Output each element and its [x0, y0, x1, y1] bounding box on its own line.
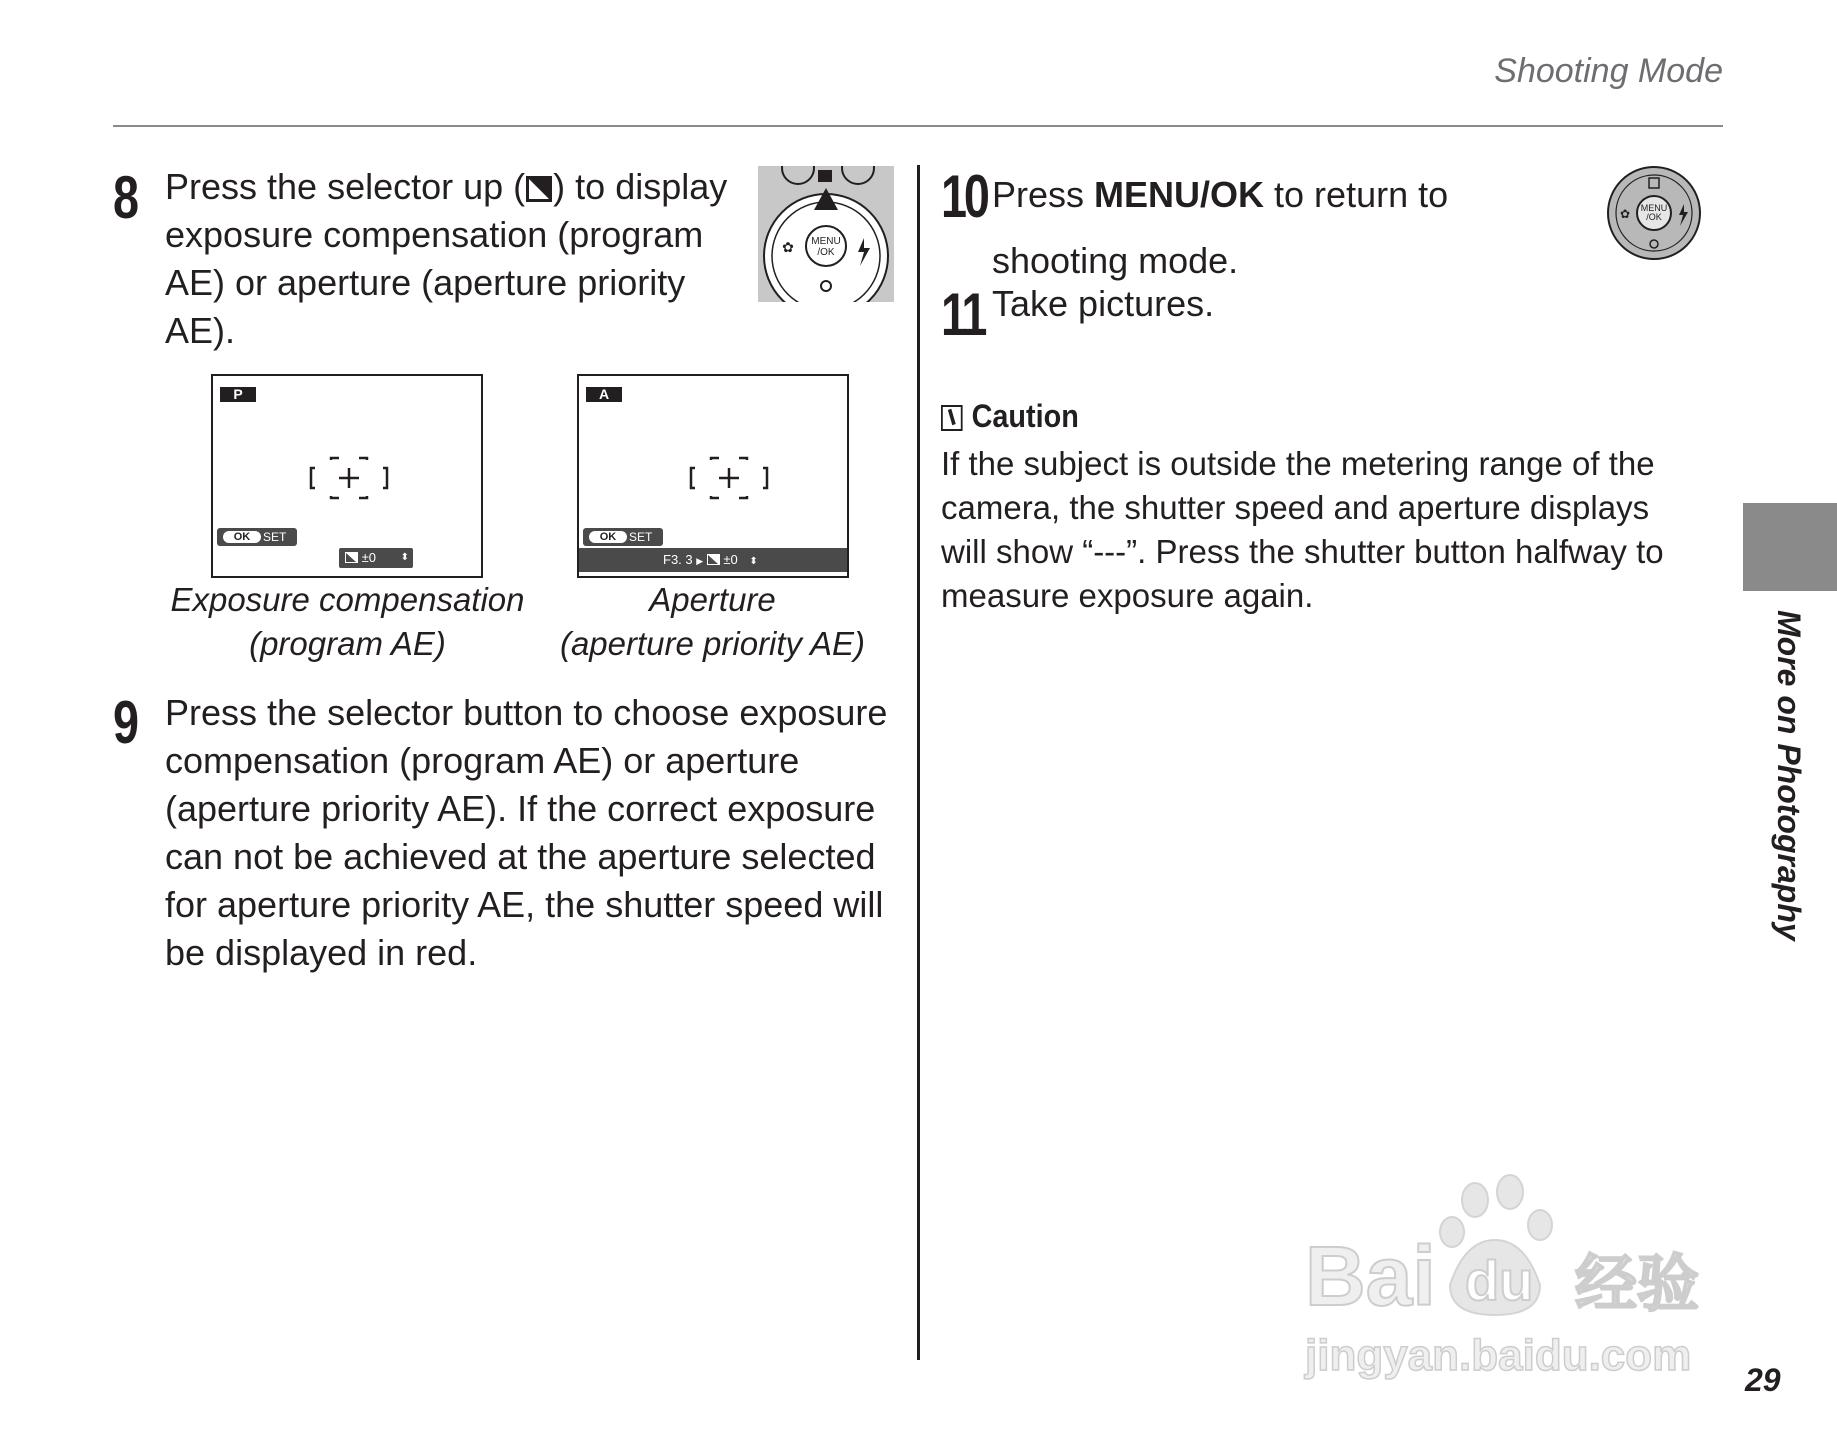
column-divider — [917, 165, 920, 1360]
selector-dial-illustration — [758, 166, 894, 302]
step-10-text-part1: Press — [992, 174, 1095, 215]
up-down-arrows-icon: ⬍ — [749, 556, 758, 567]
lcd-screen-program — [211, 374, 483, 578]
menu-ok-dial-icon — [1605, 164, 1703, 262]
svg-text:✿: ✿ — [1619, 207, 1631, 221]
baidu-watermark — [1300, 1170, 1740, 1385]
watermark-url: jingyan.baidu.com — [1305, 1331, 1692, 1380]
caution-heading — [941, 398, 1079, 435]
chapter-label-text: More on Photography — [1771, 610, 1807, 941]
watermark-bai: Bai — [1305, 1229, 1436, 1323]
chapter-tab — [1743, 503, 1837, 591]
ok-set-indicator — [217, 528, 297, 546]
step-9-text: Press the selector button to choose exposure compensation (program AE) or aperture (aperture priority AE). If the correct exposure can not be achieved at the aperture selected for aperture priority AE, the shutter speed will be displayed in red. — [165, 692, 888, 973]
caution-title: Caution — [971, 398, 1079, 434]
focus-frame-icon — [689, 456, 769, 500]
menu-ok-button-name: MENU/OK — [1094, 174, 1265, 215]
step-number-10: 10 — [941, 163, 987, 230]
lcd-screen-aperture — [577, 374, 849, 578]
caption-aperture-line1: Aperture — [649, 581, 776, 618]
baidu-paw-logo — [1300, 1170, 1740, 1385]
step-10-text — [992, 162, 1592, 294]
section-title: Shooting Mode — [1494, 52, 1723, 90]
aperture-value: F3. 3 — [663, 552, 693, 567]
header-divider — [113, 125, 1723, 127]
chapter-label — [1770, 610, 1810, 980]
ev-value-box — [339, 548, 413, 568]
caution-body: If the subject is outside the metering range of the camera, the shutter speed and aperture displays will show “---”. Press the shutter button halfway to measure exposure again. — [941, 445, 1664, 614]
ok-label: OK — [589, 531, 627, 543]
ev-icon — [345, 552, 358, 563]
ok-label: OK — [223, 531, 261, 543]
selector-dial-icon — [758, 166, 894, 302]
dial-right-center-label-1: MENU — [1640, 203, 1668, 213]
dial-center-label-1: MENU — [811, 236, 841, 247]
step-8-text-part2: ) to display exposure compensation (program AE) or aperture (aperture priority AE). — [165, 166, 728, 351]
step-number-8: 8 — [113, 164, 136, 231]
caption-aperture-line2: (aperture priority AE) — [559, 625, 866, 662]
ev-icon — [707, 554, 720, 565]
aperture-readout — [663, 550, 758, 572]
watermark-cjk: 经验 — [1575, 1247, 1700, 1320]
watermark-du: du — [1465, 1249, 1534, 1312]
dial-right-center-label-2: /OK — [1646, 212, 1662, 222]
set-label: SET — [629, 530, 653, 544]
page-number: 29 — [1745, 1362, 1781, 1398]
caption-program-line1: Exposure compensation — [170, 581, 525, 618]
caption-program — [150, 578, 545, 666]
step-8-text-part1: Press the selector up ( — [165, 166, 526, 207]
step-number-9: 9 — [113, 689, 136, 756]
ok-set-indicator — [583, 528, 663, 546]
mode-badge-a: A — [586, 387, 622, 402]
up-down-arrows-icon: ⬍ — [400, 552, 409, 563]
set-label: SET — [263, 530, 287, 544]
caption-program-line2: (program AE) — [249, 625, 446, 662]
svg-text:✿: ✿ — [782, 240, 794, 256]
caution-icon — [941, 405, 963, 431]
mode-badge-p: P — [220, 387, 256, 402]
dial-center-label-2: /OK — [817, 247, 835, 258]
right-arrow-icon: ▶ — [696, 556, 704, 566]
ev-value: ±0 — [723, 552, 738, 567]
ev-value: ±0 — [361, 550, 376, 565]
exposure-compensation-icon — [526, 176, 552, 202]
step-8-text — [165, 163, 745, 355]
focus-frame-icon — [309, 456, 389, 500]
step-11-text: Take pictures. — [992, 283, 1215, 324]
menu-ok-dial-illustration — [1605, 164, 1703, 262]
caption-aperture — [545, 578, 880, 666]
step-10-text-part2: to return to shooting mode. — [992, 174, 1449, 281]
step-number-11: 11 — [941, 281, 985, 348]
